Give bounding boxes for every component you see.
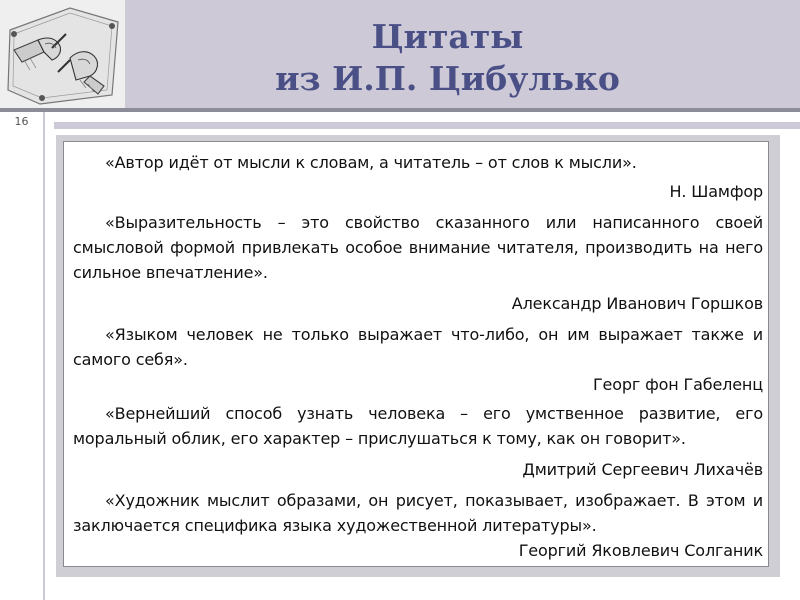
left-rule [43, 112, 45, 600]
quote-author: Георг фон Габеленц [592, 375, 763, 394]
quote-box [63, 141, 769, 567]
quote-text: «Художник мыслит образами, он рисует, показывает, изображает. В этом и заключается специфика языка художественной литературы». [73, 491, 763, 535]
quote-text: «Языком человек не только выражает что-либо, он им выражает также и самого себя». [73, 325, 763, 369]
content-rule [54, 122, 800, 129]
drawing-hands-image [0, 0, 125, 108]
header-divider [0, 108, 800, 112]
quote-author: Дмитрий Сергеевич Лихачёв [522, 460, 763, 479]
quote-author: Георгий Яковлевич Солганик [518, 541, 763, 560]
slide-number: 16 [14, 115, 29, 128]
page-title [135, 16, 760, 100]
quote-text: «Выразительность – это свойство сказанного или написанного своей смысловой формой привлекать особое внимание читателя, производить на него сильное впечатление». [73, 213, 763, 282]
quote-text: «Вернейший способ узнать человека – его умственное развитие, его моральный облик, его характер – прислушаться к тому, как он говорит». [73, 404, 763, 448]
title-line-2: из И.П. Цибулько [275, 59, 620, 98]
quote-author: Н. Шамфор [669, 182, 763, 201]
quote-author: Александр Иванович Горшков [511, 294, 763, 313]
title-line-1: Цитаты [371, 17, 524, 56]
quote-text: «Автор идёт от мысли к словам, а читатель – от слов к мысли». [105, 153, 637, 172]
